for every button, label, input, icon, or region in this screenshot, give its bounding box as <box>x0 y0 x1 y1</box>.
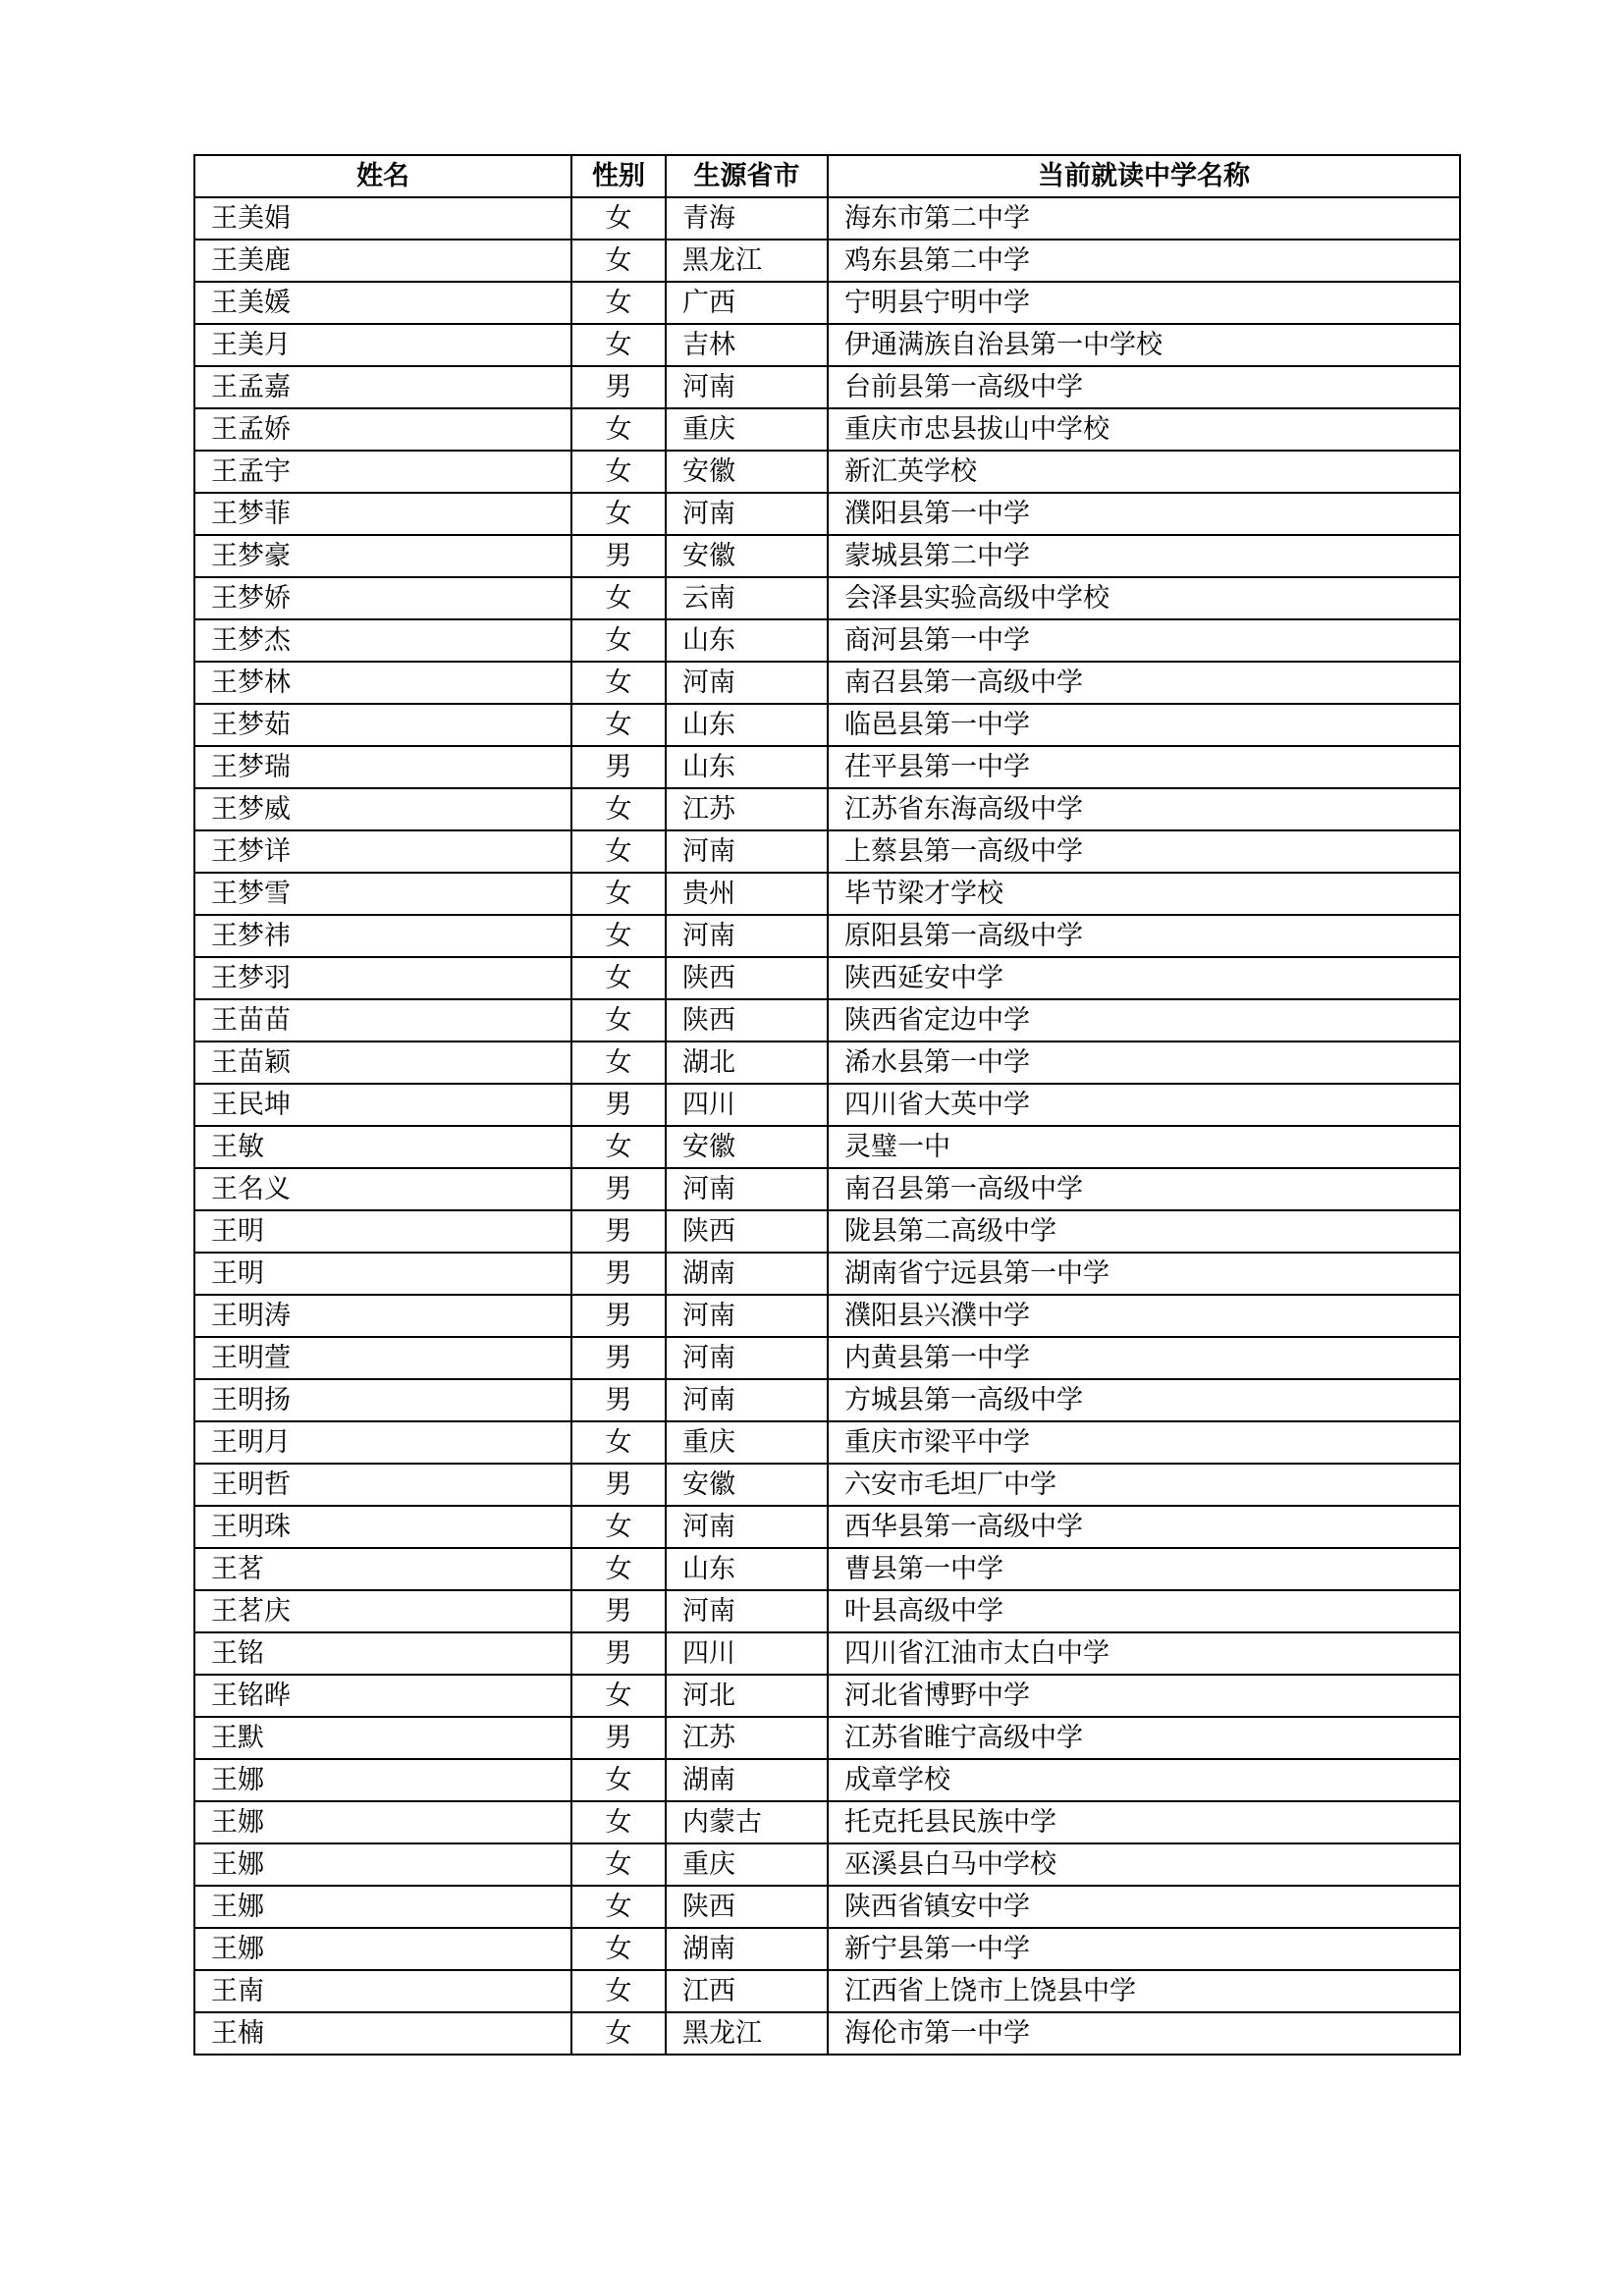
cell-gender: 女 <box>571 1675 666 1717</box>
cell-name: 王明哲 <box>194 1464 571 1506</box>
cell-gender: 女 <box>571 1928 666 1970</box>
table-row <box>194 746 1460 788</box>
cell-gender: 男 <box>571 1464 666 1506</box>
cell-province: 河南 <box>666 830 828 873</box>
cell-province: 江苏 <box>666 1717 828 1759</box>
cell-province: 湖南 <box>666 1253 828 1295</box>
cell-gender: 女 <box>571 493 666 535</box>
cell-school: 河北省博野中学 <box>828 1675 1460 1717</box>
table-row <box>194 619 1460 662</box>
cell-school: 新汇英学校 <box>828 451 1460 493</box>
cell-school: 海伦市第一中学 <box>828 2012 1460 2055</box>
cell-school: 西华县第一高级中学 <box>828 1506 1460 1548</box>
cell-name: 王梦菲 <box>194 493 571 535</box>
cell-name: 王默 <box>194 1717 571 1759</box>
cell-name: 王美鹿 <box>194 240 571 282</box>
cell-gender: 女 <box>571 619 666 662</box>
cell-name: 王苗颖 <box>194 1041 571 1084</box>
table-header-row <box>194 155 1460 197</box>
table-row <box>194 1886 1460 1928</box>
cell-name: 王茗庆 <box>194 1590 571 1632</box>
cell-gender: 女 <box>571 788 666 830</box>
table-row <box>194 1675 1460 1717</box>
table-row <box>194 197 1460 240</box>
cell-name: 王梦瑞 <box>194 746 571 788</box>
cell-name: 王苗苗 <box>194 999 571 1041</box>
table-row <box>194 1632 1460 1675</box>
cell-name: 王明涛 <box>194 1295 571 1337</box>
cell-province: 湖南 <box>666 1759 828 1801</box>
cell-gender: 女 <box>571 197 666 240</box>
table-row <box>194 1801 1460 1843</box>
cell-gender: 男 <box>571 1084 666 1126</box>
cell-school: 湖南省宁远县第一中学 <box>828 1253 1460 1295</box>
cell-school: 曹县第一中学 <box>828 1548 1460 1590</box>
cell-name: 王敏 <box>194 1126 571 1168</box>
cell-name: 王梦详 <box>194 830 571 873</box>
cell-gender: 女 <box>571 577 666 619</box>
cell-gender: 女 <box>571 1041 666 1084</box>
cell-province: 陕西 <box>666 999 828 1041</box>
cell-name: 王铭 <box>194 1632 571 1675</box>
header-name: 姓名 <box>194 155 571 197</box>
cell-province: 山东 <box>666 1548 828 1590</box>
cell-name: 王娜 <box>194 1928 571 1970</box>
cell-school: 毕节梁才学校 <box>828 873 1460 915</box>
cell-school: 商河县第一中学 <box>828 619 1460 662</box>
cell-province: 江苏 <box>666 788 828 830</box>
cell-gender: 男 <box>571 1253 666 1295</box>
table-row <box>194 324 1460 366</box>
cell-name: 王明月 <box>194 1421 571 1464</box>
table-row <box>194 1379 1460 1421</box>
table-row <box>194 830 1460 873</box>
table-row <box>194 957 1460 999</box>
cell-school: 上蔡县第一高级中学 <box>828 830 1460 873</box>
cell-name: 王名义 <box>194 1168 571 1210</box>
cell-school: 重庆市梁平中学 <box>828 1421 1460 1464</box>
cell-province: 河南 <box>666 1379 828 1421</box>
cell-gender: 男 <box>571 535 666 577</box>
cell-school: 巫溪县白马中学校 <box>828 1843 1460 1886</box>
cell-province: 重庆 <box>666 1843 828 1886</box>
header-school: 当前就读中学名称 <box>828 155 1460 197</box>
cell-gender: 女 <box>571 1506 666 1548</box>
cell-gender: 男 <box>571 1717 666 1759</box>
table-row <box>194 915 1460 957</box>
cell-school: 成章学校 <box>828 1759 1460 1801</box>
table-row <box>194 1928 1460 1970</box>
table-row <box>194 366 1460 408</box>
cell-school: 方城县第一高级中学 <box>828 1379 1460 1421</box>
cell-province: 山东 <box>666 704 828 746</box>
cell-province: 广西 <box>666 282 828 324</box>
table-row <box>194 999 1460 1041</box>
table-row <box>194 1548 1460 1590</box>
cell-school: 陇县第二高级中学 <box>828 1210 1460 1253</box>
cell-name: 王梦羽 <box>194 957 571 999</box>
cell-province: 河南 <box>666 1337 828 1379</box>
cell-school: 蒙城县第二中学 <box>828 535 1460 577</box>
cell-province: 贵州 <box>666 873 828 915</box>
cell-province: 安徽 <box>666 1464 828 1506</box>
cell-school: 陕西省定边中学 <box>828 999 1460 1041</box>
cell-school: 南召县第一高级中学 <box>828 1168 1460 1210</box>
table-row <box>194 2012 1460 2055</box>
header-province: 生源省市 <box>666 155 828 197</box>
cell-province: 安徽 <box>666 535 828 577</box>
cell-province: 河南 <box>666 493 828 535</box>
cell-school: 鸡东县第二中学 <box>828 240 1460 282</box>
cell-province: 山东 <box>666 746 828 788</box>
cell-school: 宁明县宁明中学 <box>828 282 1460 324</box>
cell-province: 河南 <box>666 366 828 408</box>
cell-gender: 男 <box>571 1632 666 1675</box>
cell-name: 王娜 <box>194 1801 571 1843</box>
cell-name: 王孟宇 <box>194 451 571 493</box>
cell-name: 王明萱 <box>194 1337 571 1379</box>
cell-name: 王梦豪 <box>194 535 571 577</box>
cell-province: 重庆 <box>666 408 828 451</box>
cell-province: 四川 <box>666 1632 828 1675</box>
cell-school: 叶县高级中学 <box>828 1590 1460 1632</box>
cell-school: 重庆市忠县拔山中学校 <box>828 408 1460 451</box>
cell-school: 南召县第一高级中学 <box>828 662 1460 704</box>
cell-gender: 女 <box>571 1421 666 1464</box>
cell-province: 河南 <box>666 1168 828 1210</box>
cell-gender: 女 <box>571 2012 666 2055</box>
table-row <box>194 1295 1460 1337</box>
table-row <box>194 1337 1460 1379</box>
cell-name: 王明 <box>194 1210 571 1253</box>
cell-name: 王铭晔 <box>194 1675 571 1717</box>
cell-province: 山东 <box>666 619 828 662</box>
cell-province: 湖南 <box>666 1928 828 1970</box>
cell-school: 托克托县民族中学 <box>828 1801 1460 1843</box>
cell-gender: 女 <box>571 1970 666 2012</box>
cell-school: 四川省江油市太白中学 <box>828 1632 1460 1675</box>
cell-gender: 女 <box>571 1886 666 1928</box>
table-row <box>194 1590 1460 1632</box>
cell-gender: 女 <box>571 999 666 1041</box>
cell-school: 江苏省睢宁高级中学 <box>828 1717 1460 1759</box>
cell-name: 王梦威 <box>194 788 571 830</box>
table-row <box>194 1421 1460 1464</box>
cell-name: 王梦祎 <box>194 915 571 957</box>
cell-name: 王南 <box>194 1970 571 2012</box>
cell-name: 王茗 <box>194 1548 571 1590</box>
cell-gender: 女 <box>571 957 666 999</box>
cell-province: 黑龙江 <box>666 2012 828 2055</box>
cell-school: 会泽县实验高级中学校 <box>828 577 1460 619</box>
cell-province: 河南 <box>666 915 828 957</box>
cell-province: 陕西 <box>666 1210 828 1253</box>
cell-province: 江西 <box>666 1970 828 2012</box>
cell-gender: 女 <box>571 408 666 451</box>
table-row <box>194 1126 1460 1168</box>
cell-name: 王梦雪 <box>194 873 571 915</box>
cell-gender: 女 <box>571 662 666 704</box>
cell-name: 王美娟 <box>194 197 571 240</box>
cell-school: 四川省大英中学 <box>828 1084 1460 1126</box>
cell-name: 王明珠 <box>194 1506 571 1548</box>
cell-gender: 女 <box>571 240 666 282</box>
cell-name: 王梦杰 <box>194 619 571 662</box>
cell-province: 河南 <box>666 1295 828 1337</box>
table-row <box>194 1970 1460 2012</box>
cell-province: 云南 <box>666 577 828 619</box>
cell-school: 濮阳县第一中学 <box>828 493 1460 535</box>
cell-province: 吉林 <box>666 324 828 366</box>
cell-name: 王娜 <box>194 1886 571 1928</box>
cell-gender: 男 <box>571 366 666 408</box>
cell-province: 湖北 <box>666 1041 828 1084</box>
cell-gender: 男 <box>571 746 666 788</box>
table-row <box>194 704 1460 746</box>
cell-province: 四川 <box>666 1084 828 1126</box>
table-row <box>194 1253 1460 1295</box>
header-gender: 性别 <box>571 155 666 197</box>
cell-province: 河南 <box>666 1590 828 1632</box>
cell-school: 陕西延安中学 <box>828 957 1460 999</box>
cell-school: 江西省上饶市上饶县中学 <box>828 1970 1460 2012</box>
cell-school: 江苏省东海高级中学 <box>828 788 1460 830</box>
table-row <box>194 240 1460 282</box>
cell-school: 台前县第一高级中学 <box>828 366 1460 408</box>
cell-province: 陕西 <box>666 1886 828 1928</box>
cell-gender: 女 <box>571 1759 666 1801</box>
cell-school: 临邑县第一中学 <box>828 704 1460 746</box>
table-row <box>194 788 1460 830</box>
cell-gender: 女 <box>571 324 666 366</box>
cell-gender: 男 <box>571 1590 666 1632</box>
cell-province: 黑龙江 <box>666 240 828 282</box>
table-row <box>194 1464 1460 1506</box>
cell-school: 原阳县第一高级中学 <box>828 915 1460 957</box>
cell-name: 王娜 <box>194 1843 571 1886</box>
table-row <box>194 1759 1460 1801</box>
cell-school: 浠水县第一中学 <box>828 1041 1460 1084</box>
cell-province: 陕西 <box>666 957 828 999</box>
cell-name: 王民坤 <box>194 1084 571 1126</box>
cell-gender: 女 <box>571 451 666 493</box>
table-row <box>194 282 1460 324</box>
cell-province: 青海 <box>666 197 828 240</box>
table-row <box>194 1210 1460 1253</box>
cell-name: 王楠 <box>194 2012 571 2055</box>
cell-gender: 女 <box>571 704 666 746</box>
cell-gender: 男 <box>571 1337 666 1379</box>
cell-gender: 男 <box>571 1168 666 1210</box>
cell-school: 茌平县第一中学 <box>828 746 1460 788</box>
table-row <box>194 662 1460 704</box>
cell-name: 王美月 <box>194 324 571 366</box>
cell-name: 王梦林 <box>194 662 571 704</box>
table-row <box>194 1041 1460 1084</box>
cell-gender: 男 <box>571 1379 666 1421</box>
cell-province: 内蒙古 <box>666 1801 828 1843</box>
cell-school: 陕西省镇安中学 <box>828 1886 1460 1928</box>
cell-name: 王梦茹 <box>194 704 571 746</box>
cell-province: 重庆 <box>666 1421 828 1464</box>
cell-province: 安徽 <box>666 1126 828 1168</box>
cell-name: 王孟娇 <box>194 408 571 451</box>
cell-gender: 女 <box>571 1801 666 1843</box>
cell-school: 新宁县第一中学 <box>828 1928 1460 1970</box>
cell-gender: 女 <box>571 1548 666 1590</box>
cell-school: 伊通满族自治县第一中学校 <box>828 324 1460 366</box>
cell-school: 海东市第二中学 <box>828 197 1460 240</box>
cell-gender: 女 <box>571 830 666 873</box>
table-row <box>194 1717 1460 1759</box>
cell-name: 王美媛 <box>194 282 571 324</box>
cell-name: 王孟嘉 <box>194 366 571 408</box>
cell-gender: 男 <box>571 1210 666 1253</box>
cell-school: 濮阳县兴濮中学 <box>828 1295 1460 1337</box>
cell-gender: 女 <box>571 915 666 957</box>
table-body <box>194 197 1460 2055</box>
table-row <box>194 577 1460 619</box>
table-row <box>194 1506 1460 1548</box>
cell-name: 王明 <box>194 1253 571 1295</box>
cell-name: 王梦娇 <box>194 577 571 619</box>
student-table <box>193 154 1461 2056</box>
table-row <box>194 1084 1460 1126</box>
cell-school: 内黄县第一中学 <box>828 1337 1460 1379</box>
cell-gender: 女 <box>571 282 666 324</box>
cell-name: 王明扬 <box>194 1379 571 1421</box>
table-row <box>194 493 1460 535</box>
cell-name: 王娜 <box>194 1759 571 1801</box>
table-row <box>194 1843 1460 1886</box>
table-row <box>194 1168 1460 1210</box>
table-row <box>194 535 1460 577</box>
cell-province: 河北 <box>666 1675 828 1717</box>
cell-gender: 女 <box>571 1843 666 1886</box>
cell-province: 安徽 <box>666 451 828 493</box>
cell-province: 河南 <box>666 1506 828 1548</box>
cell-school: 六安市毛坦厂中学 <box>828 1464 1460 1506</box>
cell-gender: 女 <box>571 873 666 915</box>
cell-province: 河南 <box>666 662 828 704</box>
cell-gender: 女 <box>571 1126 666 1168</box>
table-row <box>194 408 1460 451</box>
table-row <box>194 451 1460 493</box>
cell-school: 灵璧一中 <box>828 1126 1460 1168</box>
cell-gender: 男 <box>571 1295 666 1337</box>
table-row <box>194 873 1460 915</box>
